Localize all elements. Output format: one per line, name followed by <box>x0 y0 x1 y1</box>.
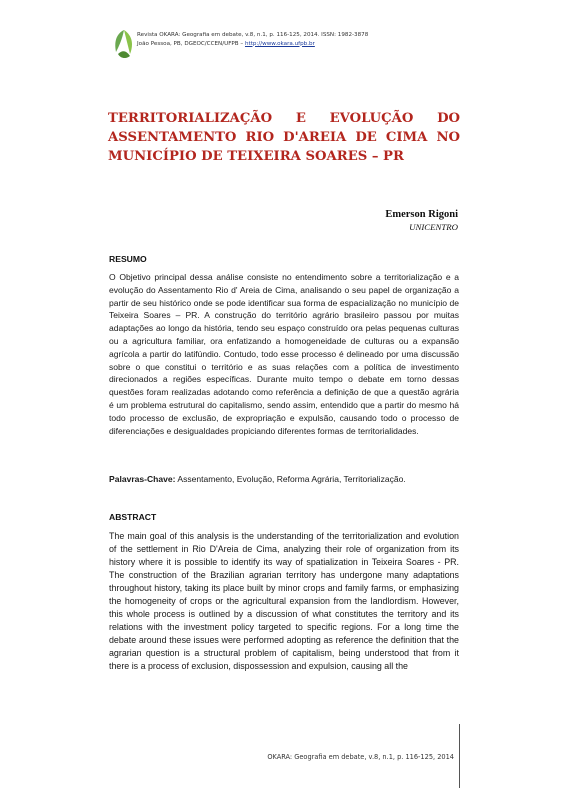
journal-location: João Pessoa, PB, DGEOC/CCEN/UFPB – <box>137 40 245 47</box>
abstract-heading: ABSTRACT <box>109 512 157 522</box>
page-footer <box>267 724 460 788</box>
author-name: Emerson Rigoni <box>385 209 458 220</box>
journal-logo-icon <box>110 28 138 62</box>
resumo-body: O Objetivo principal dessa análise consiste no entendimento sobre a territorialização e a evolução do Assentamento Rio d' Areia de Cima, analisando o seu papel de organização a partir de seu histórico onde se pode identificar sua forma de espacialização no município de Teixeira Soares – PR. A construção do território agrário brasileiro passou por muitas adaptações ao longo da história, tendo seu espaço construído ora pelas pequenas culturas ou a agricultura familiar, ora enfatizando a homogeneidade de culturas ou a expansão agrícola a partir do latifúndio. Contudo, todo esse processo é delineado por uma discussão sobre o que constitui o território e as suas relações com a política de investimento direcionados a regiões específicas. Durante muito tempo o debate em torno dessas questões foram realizadas adotando como referência a definição de que a questão agrária é um problema estrutural do capitalismo, sendo assim, entendido que a partir do mesmo há todo processo de exclusão, de expropriação e expulsão, causando todo o processo de diferenciações e desigualdades propiciando diferentes formas de territorialidades. <box>109 272 459 436</box>
journal-url-link[interactable]: http://www.okara.ufpb.br <box>244 40 315 47</box>
resumo-heading: RESUMO <box>109 254 147 264</box>
keywords-label: Palavras-Chave: <box>109 474 176 484</box>
journal-header <box>137 31 467 48</box>
keywords-line <box>109 473 459 486</box>
journal-location-line <box>137 40 467 49</box>
keywords-list: Assentamento, Evolução, Reforma Agrária, Territorialização. <box>175 474 406 484</box>
author-block <box>385 208 458 233</box>
article-title: TERRITORIALIZAÇÃO E EVOLUÇÃO DO ASSENTAMENTO RIO D'AREIA DE CIMA NO MUNICÍPIO DE TEIXEIRA SOARES – PR <box>108 111 460 164</box>
footer-citation: OKARA: Geografia em debate, v.8, n.1, p. 116-125, 2014 <box>267 753 454 761</box>
author-institution: UNICENTRO <box>409 222 458 232</box>
abstract-body: The main goal of this analysis is the understanding of the territorialization and evolution of the settlement in Rio D'Areia de Cima, analyzing their role of organization from its history where it is possible to identify its way of spatialization in Teixeira Soares - PR. The construction of the Brazilian agrarian territory has undergone many adaptations throughout history, taking its place built by minor crops and family farms, or emphasizing the homogeneity of crops or the agricultural expansion from the landlordism. However, this whole process is outlined by a discussion of what constitutes the territory and its relations with the investment policy targeted to specific regions. For a long time the debate around these issues were performed adopting as reference the definition that the agrarian question is a structural problem of capitalism, being understood that from it there is a process of exclusion, dispossession and expulsion, causing all the <box>109 531 459 672</box>
footer-divider <box>459 724 460 788</box>
journal-citation-line: Revista OKARA: Geografia em debate, v.8, n.1, p. 116-125, 2014. ISSN: 1982-3878 <box>137 32 369 38</box>
